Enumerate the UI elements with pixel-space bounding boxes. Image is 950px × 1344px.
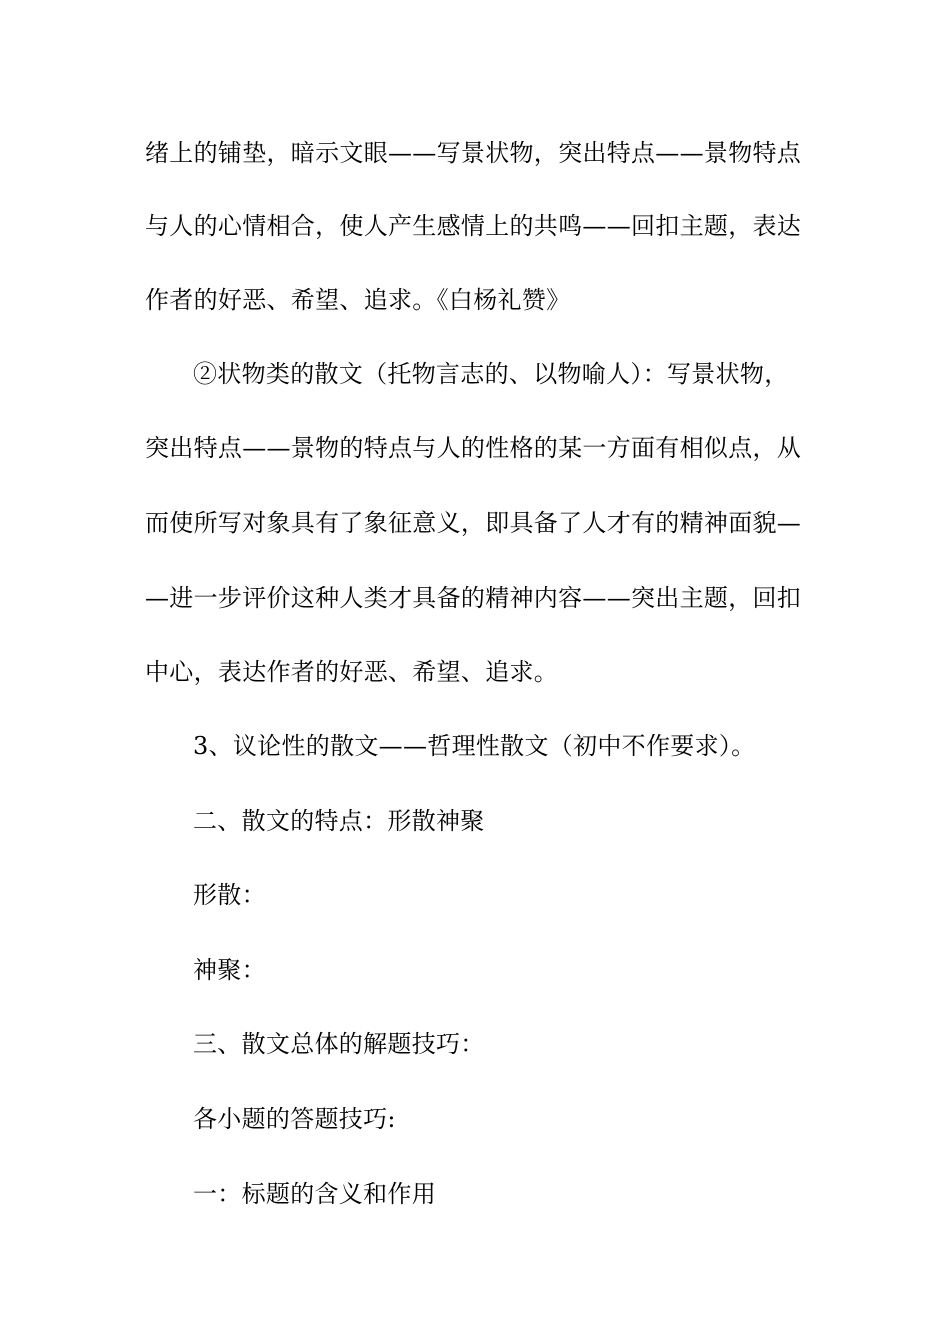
paragraph-line: —进一步评价这种人类才具备的精神内容——突出主题，回扣 (145, 584, 802, 612)
paragraph-line: 中心，表达作者的好恶、希望、追求。 (145, 658, 559, 686)
paragraph-line: 突出特点——景物的特点与人的性格的某一方面有相似点，从 (145, 434, 802, 462)
section-heading: 二、散文的特点：形散神聚 (193, 807, 485, 835)
paragraph-line: 与人的心情相合，使人产生感情上的共鸣——回扣主题，表达 (145, 212, 802, 240)
paragraph-line: 形散： (193, 881, 266, 909)
paragraph-line: 3、议论性的散文——哲理性散文（初中不作要求）。 (193, 732, 756, 760)
paragraph-line: 神聚： (193, 956, 266, 984)
section-heading: 一：标题的含义和作用 (193, 1180, 436, 1208)
paragraph-line: 绪上的铺垫，暗示文眼——写景状物，突出特点——景物特点 (145, 139, 802, 167)
paragraph-line: 各小题的答题技巧: (193, 1105, 396, 1133)
section-heading: 三、散文总体的解题技巧： (193, 1030, 485, 1058)
paragraph-line: ②状物类的散文（托物言志的、以物喻人）：写景状物， (193, 360, 789, 388)
paragraph-line: 而使所写对象具有了象征意义，即具备了人才有的精神面貌— (145, 509, 802, 537)
paragraph-line: 作者的好恶、希望、追求。《白杨礼赞》 (145, 286, 571, 314)
